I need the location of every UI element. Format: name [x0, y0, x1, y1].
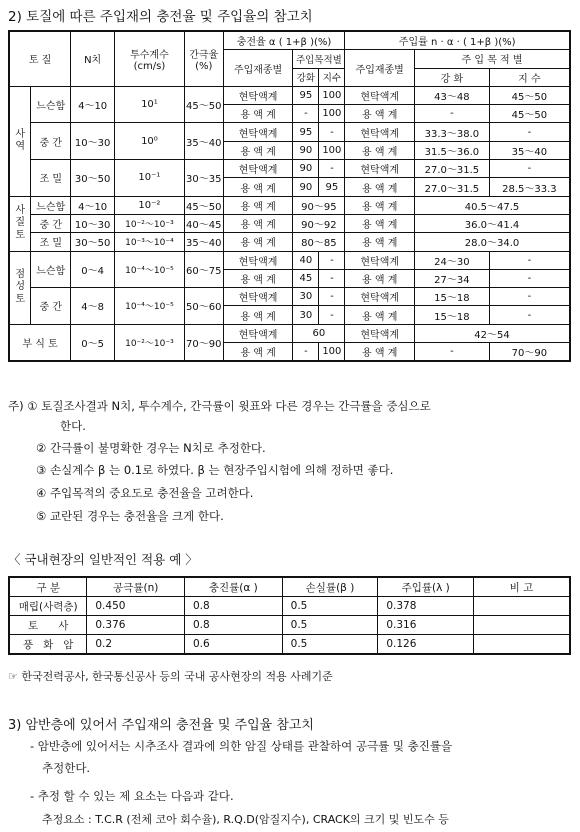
cell-grout-2: 현탁액계	[345, 86, 415, 104]
cell-inject-index: 45～50	[489, 105, 570, 123]
cell-inject-strength: 43～48	[415, 86, 490, 104]
cell-k: 10⁻⁴～10⁻⁵	[115, 288, 185, 325]
cell-grout: 용 액 계	[223, 141, 293, 159]
cell-fill: 80～85	[293, 233, 345, 251]
cell-grout: 용 액 계	[223, 343, 293, 362]
cell-sub: 중 간	[31, 214, 71, 232]
cell-void: 45～50	[184, 196, 223, 214]
section-2-title: 2) 토질에 따른 주입재의 충전율 및 주입율의 참고치	[8, 9, 313, 25]
header-grout-type-2: 주입재종별	[345, 50, 415, 87]
note-2: ② 간극률이 불명확한 경우는 N치로 추정한다.	[36, 441, 266, 455]
cell-grout: 현탁액계	[223, 288, 293, 306]
cell-filling: 0.8	[185, 616, 283, 635]
table-row	[9, 616, 570, 635]
table-header-row	[9, 577, 570, 597]
cell-inject-index: 28.5～33.3	[489, 178, 570, 196]
cell-n: 10～30	[71, 214, 115, 232]
cell-n: 0～4	[71, 251, 115, 288]
header-porosity: 공극률(n)	[87, 577, 185, 597]
header-filling: 충진률(α )	[185, 577, 283, 597]
cell-n: 4～10	[71, 86, 115, 123]
header-soil: 토 질	[9, 31, 71, 86]
header-injection-rate: 주입률 n · α · ( 1+β )(%)	[345, 31, 570, 50]
cell-grout: 용 액 계	[223, 233, 293, 251]
group-sand: 사 역	[9, 86, 31, 196]
cell-porosity: 0.376	[87, 616, 185, 635]
cell-n: 4～8	[71, 288, 115, 325]
header-remarks: 비 고	[473, 577, 570, 597]
cell-inject-strength: 24～30	[415, 251, 490, 269]
cell-inject-strength: 27～34	[415, 269, 490, 287]
cell-fill-index: 100	[319, 86, 345, 104]
cell-fill-strength: 90	[293, 141, 319, 159]
cell-grout-2: 현탁액계	[345, 324, 415, 342]
cell-inject-strength: 31.5～36.0	[415, 141, 490, 159]
header-strength: 강화	[293, 68, 319, 86]
cell-fill-index: 100	[319, 105, 345, 123]
table-row	[9, 597, 570, 616]
cell-filling: 0.8	[185, 597, 283, 616]
cell-fill-index: -	[319, 160, 345, 178]
cell-inject: 42～54	[415, 324, 570, 342]
cell-grout: 용 액 계	[223, 178, 293, 196]
group-cohesive-soil: 점 성 토	[9, 251, 31, 324]
header-grout-type: 주입재종별	[223, 50, 293, 87]
cell-inject-strength: 33.3～38.0	[415, 123, 490, 141]
cell-inject-index: -	[489, 160, 570, 178]
cell-inject-strength: 27.0～31.5	[415, 160, 490, 178]
cell-fill-index: -	[319, 288, 345, 306]
cell-n: 0～5	[71, 324, 115, 361]
cell-n: 30～50	[71, 160, 115, 197]
footnote: ☞ 한국전력공사, 한국통신공사 등의 국내 공사현장의 적용 사례기준	[8, 670, 333, 683]
cell-grout-2: 용 액 계	[345, 178, 415, 196]
cell-fill-index: 100	[319, 343, 345, 362]
cell-inject-strength: 15～18	[415, 288, 490, 306]
cell-fill-index: -	[319, 123, 345, 141]
header-index: 지수	[319, 68, 345, 86]
cell-inject: 40.5～47.5	[415, 196, 570, 214]
header-purpose: 주입목적별	[293, 50, 345, 68]
domestic-section-title: 〈 국내현장의 일반적인 적용 예 〉	[8, 552, 198, 567]
header-purpose-2: 주 입 목 적 별	[415, 50, 570, 68]
cell-filling: 0.6	[185, 635, 283, 655]
cell-void: 35～40	[184, 233, 223, 251]
note-1: 주) ① 토질조사결과 N치, 투수계수, 간극률이 윗표와 다른 경우는 간극률을 중심으로	[8, 399, 431, 413]
table-row	[9, 123, 570, 141]
cell-inject-strength: 15～18	[415, 306, 490, 324]
header-strength-2: 강 화	[415, 68, 490, 86]
cell-inject-index: -	[489, 269, 570, 287]
cell-inject-strength: -	[415, 105, 490, 123]
cell-sub: 조 밀	[31, 160, 71, 197]
cell-fill-index: -	[319, 269, 345, 287]
cell-sub: 조 밀	[31, 233, 71, 251]
cell-grout: 용 액 계	[223, 196, 293, 214]
cell-n: 4～10	[71, 196, 115, 214]
cell-fill-strength: 90	[293, 178, 319, 196]
domestic-application-table	[8, 576, 571, 655]
cell-grout-2: 현탁액계	[345, 123, 415, 141]
cell-remarks	[473, 616, 570, 635]
cell-grout-2: 용 액 계	[345, 141, 415, 159]
cell-grout-2: 용 액 계	[345, 269, 415, 287]
section-3-line-1: - 암반층에 있어서는 시추조사 결과에 의한 암질 상태를 관찰하여 공극률 및 충진률을	[30, 739, 453, 753]
cell-n: 10～30	[71, 123, 115, 160]
cell-inject-index: -	[489, 123, 570, 141]
section-3-line-4: 추정요소 : T.C.R (전체 코아 회수율), R.Q.D(암질지수), CRACK의 크기 및 빈도수 등	[42, 813, 449, 826]
cell-fill-strength: 30	[293, 288, 319, 306]
cell-fill-index: -	[319, 306, 345, 324]
cell-void: 35～40	[184, 123, 223, 160]
group-sandy-soil: 사 질 토	[9, 196, 31, 251]
cell-category: 토 사	[9, 616, 87, 635]
soil-reference-table	[8, 30, 571, 362]
header-permeability: 투수계수 (cm/s)	[115, 31, 185, 86]
cell-inject-index: -	[489, 306, 570, 324]
cell-grout-2: 현탁액계	[345, 251, 415, 269]
cell-fill-strength: 30	[293, 306, 319, 324]
cell-k: 10⁻³～10⁻⁴	[115, 233, 185, 251]
cell-fill-strength: 95	[293, 123, 319, 141]
cell-inject-index: -	[489, 288, 570, 306]
note-1-cont: 한다.	[60, 419, 86, 433]
table-row	[9, 233, 570, 251]
cell-inject-strength: -	[415, 343, 490, 362]
cell-grout: 용 액 계	[223, 214, 293, 232]
cell-void: 50～60	[184, 288, 223, 325]
cell-grout-2: 현탁액계	[345, 160, 415, 178]
cell-loss: 0.5	[282, 597, 378, 616]
table-row	[9, 251, 570, 269]
cell-loss: 0.5	[282, 616, 378, 635]
cell-sub: 느슨함	[31, 86, 71, 123]
table-row	[9, 214, 570, 232]
cell-fill-index: 95	[319, 178, 345, 196]
section-3-line-3: - 추정 할 수 있는 제 요소는 다음과 같다.	[30, 789, 234, 803]
cell-k: 10⁻²～10⁻³	[115, 324, 185, 361]
cell-grout: 용 액 계	[223, 269, 293, 287]
cell-k: 10¹	[115, 86, 185, 123]
cell-grout-2: 용 액 계	[345, 105, 415, 123]
cell-fill-index: -	[319, 251, 345, 269]
cell-void: 70～90	[184, 324, 223, 361]
cell-inject-index: 35～40	[489, 141, 570, 159]
cell-grout: 현탁액계	[223, 324, 293, 342]
cell-fill-strength: 45	[293, 269, 319, 287]
group-humus: 부 식 토	[9, 324, 71, 361]
cell-void: 30～35	[184, 160, 223, 197]
cell-inject: 36.0～41.4	[415, 214, 570, 232]
cell-grout: 현탁액계	[223, 160, 293, 178]
cell-k: 10⁻²～10⁻³	[115, 214, 185, 232]
cell-fill-strength: -	[293, 343, 319, 362]
table-row	[9, 635, 570, 655]
header-loss: 손실률(β )	[282, 577, 378, 597]
header-index-2: 지 수	[489, 68, 570, 86]
cell-category: 풍 화 암	[9, 635, 87, 655]
cell-inject: 28.0～34.0	[415, 233, 570, 251]
cell-sub: 중 간	[31, 288, 71, 325]
cell-fill: 90～92	[293, 214, 345, 232]
cell-sub: 느슨함	[31, 251, 71, 288]
cell-category: 매립(사력층)	[9, 597, 87, 616]
cell-sub: 느슨함	[31, 196, 71, 214]
table-row	[9, 86, 570, 104]
section-3-title: 3) 암반층에 있어서 주입재의 충전율 및 주입율 참고치	[8, 718, 314, 733]
cell-inject-index: 45～50	[489, 86, 570, 104]
cell-fill: 90～95	[293, 196, 345, 214]
cell-grout-2: 현탁액계	[345, 288, 415, 306]
cell-fill-strength: 90	[293, 160, 319, 178]
table-row	[9, 288, 570, 306]
cell-fill: 60	[293, 324, 345, 342]
cell-porosity: 0.450	[87, 597, 185, 616]
note-4: ④ 주입목적의 중요도로 충전율을 고려한다.	[36, 486, 254, 500]
cell-grout-2: 용 액 계	[345, 214, 415, 232]
cell-inject-index: -	[489, 251, 570, 269]
cell-fill-strength: 95	[293, 86, 319, 104]
cell-injection: 0.378	[378, 597, 474, 616]
cell-remarks	[473, 597, 570, 616]
cell-remarks	[473, 635, 570, 655]
cell-inject-strength: 27.0～31.5	[415, 178, 490, 196]
cell-k: 10⁻²	[115, 196, 185, 214]
cell-grout: 현탁액계	[223, 251, 293, 269]
cell-grout-2: 용 액 계	[345, 233, 415, 251]
cell-fill-index: 100	[319, 141, 345, 159]
cell-grout-2: 용 액 계	[345, 343, 415, 362]
cell-n: 30～50	[71, 233, 115, 251]
note-5: ⑤ 교란된 경우는 충전율을 크게 한다.	[36, 509, 224, 523]
cell-void: 45～50	[184, 86, 223, 123]
table-row	[9, 196, 570, 214]
cell-sub: 중 간	[31, 123, 71, 160]
cell-grout-2: 용 액 계	[345, 306, 415, 324]
cell-injection: 0.126	[378, 635, 474, 655]
header-injection: 주입률(λ )	[378, 577, 474, 597]
header-category: 구 분	[9, 577, 87, 597]
cell-injection: 0.316	[378, 616, 474, 635]
cell-inject-index: 70～90	[489, 343, 570, 362]
table-row	[9, 324, 570, 342]
cell-porosity: 0.2	[87, 635, 185, 655]
cell-fill-strength: -	[293, 105, 319, 123]
cell-void: 40～45	[184, 214, 223, 232]
cell-fill-strength: 40	[293, 251, 319, 269]
cell-k: 10⁰	[115, 123, 185, 160]
cell-k: 10⁻⁴～10⁻⁵	[115, 251, 185, 288]
note-3: ③ 손실계수 β 는 0.1로 하였다. β 는 현장주입시험에 의해 정하면 좋다.	[36, 463, 394, 477]
header-n-value: N치	[71, 31, 115, 86]
cell-loss: 0.5	[282, 635, 378, 655]
cell-grout: 현탁액계	[223, 123, 293, 141]
cell-grout-2: 용 액 계	[345, 196, 415, 214]
cell-grout: 현탁액계	[223, 86, 293, 104]
section-3-line-2: 추정한다.	[42, 761, 91, 775]
header-void-ratio: 간극율 (%)	[184, 31, 223, 86]
cell-void: 60～75	[184, 251, 223, 288]
header-fill-rate: 충전율 α ( 1+β )(%)	[223, 31, 345, 50]
cell-k: 10⁻¹	[115, 160, 185, 197]
table-row	[9, 160, 570, 178]
cell-grout: 용 액 계	[223, 306, 293, 324]
cell-grout: 용 액 계	[223, 105, 293, 123]
